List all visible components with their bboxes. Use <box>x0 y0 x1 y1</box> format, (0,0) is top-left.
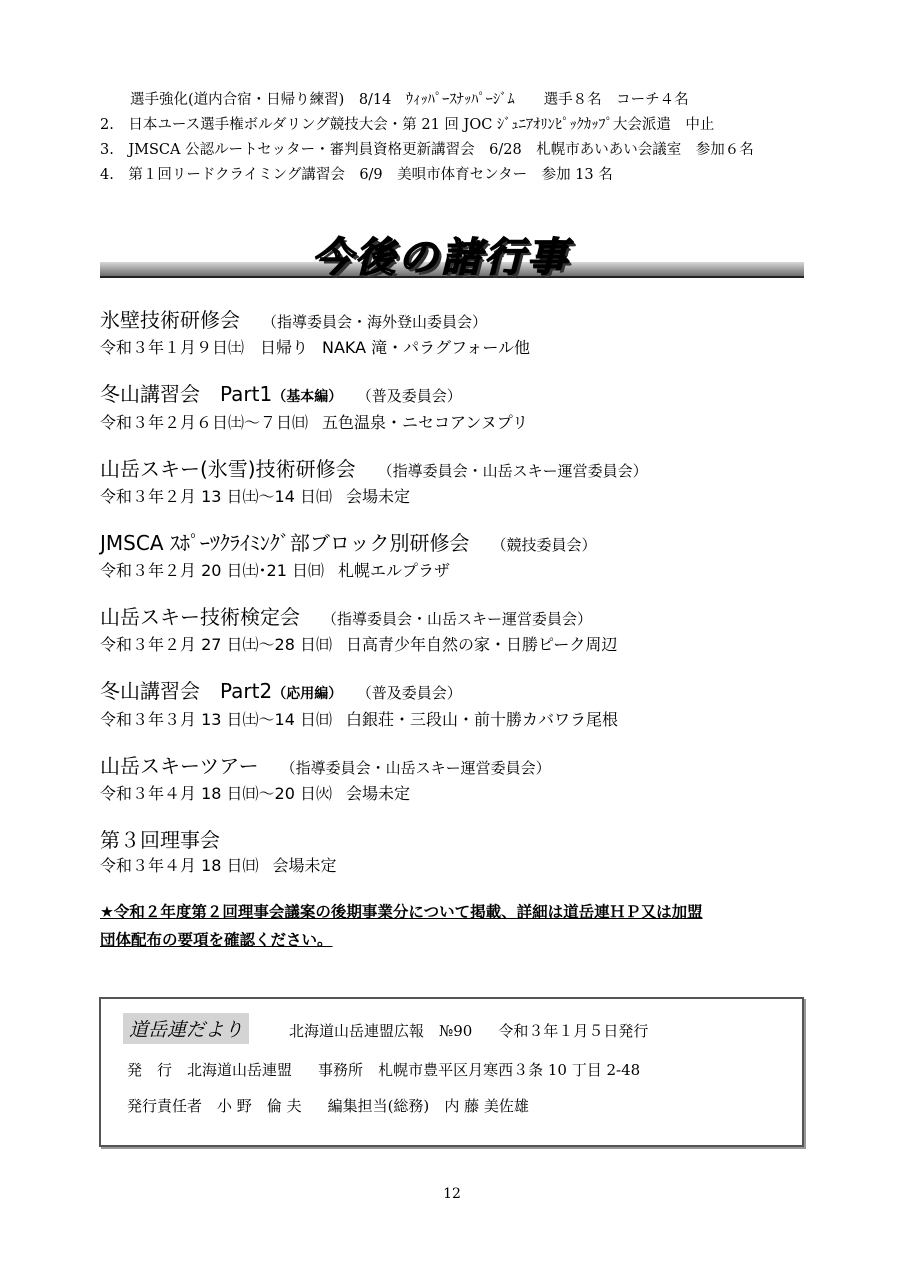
previous-item: 4. 第１回リードクライミング講習会 6/9 美唄市体育センター 参加 13 名 <box>100 167 613 183</box>
event-org: （普及委員会） <box>364 684 462 702</box>
event-item <box>100 380 820 435</box>
event-item <box>100 752 820 806</box>
event-date: 令和３年２月６日㈯～７日㈰ <box>100 413 309 432</box>
issue-date: 令和３年１月５日発行 <box>498 1022 649 1040</box>
event-date: 令和３年３月 13 日㈯～14 日㈰ <box>100 710 332 729</box>
publisher: 北海道山岳連盟 <box>187 1061 293 1079</box>
event-place: NAKA 滝・パラグフォール他 <box>322 338 531 357</box>
colophon-box <box>99 997 804 1147</box>
event-place: 会場未定 <box>272 856 337 875</box>
event-date: 令和３年４月 18 日㈰ <box>100 856 259 875</box>
event-item <box>100 826 820 878</box>
event-org: （指導委員会・山岳スキー運営委員会） <box>377 462 648 480</box>
event-org: （普及委員会） <box>364 387 462 405</box>
event-org: （指導委員会・山岳スキー運営委員会） <box>322 610 593 628</box>
section-heading <box>100 232 804 282</box>
responsible-person: 小 野 倫 夫 <box>217 1097 302 1115</box>
office-label: 事務所 <box>318 1061 364 1079</box>
event-date: 令和３年２月 20 日㈯･21 日㈰ <box>100 561 324 580</box>
event-title: 第３回理事会 <box>100 828 220 852</box>
event-place: 会場未定 <box>345 784 410 803</box>
notice <box>100 898 805 954</box>
responsible-label: 発行責任者 <box>127 1097 203 1115</box>
event-org: （指導委員会・海外登山委員会） <box>262 313 488 331</box>
event-org: （競技委員会） <box>491 536 597 554</box>
publisher-label: 発 行 <box>127 1061 173 1079</box>
event-title: 氷壁技術研修会 <box>100 308 240 332</box>
event-item <box>100 306 820 360</box>
event-org: （指導委員会・山岳スキー運営委員会） <box>280 759 551 777</box>
event-item <box>100 677 820 732</box>
notice-line: 団体配布の要項を確認ください。 <box>100 931 333 949</box>
event-item <box>100 529 820 583</box>
event-date: 令和３年４月 18 日㈰～20 日㈫ <box>100 784 332 803</box>
event-list <box>100 306 820 898</box>
editor-label: 編集担当(総務) <box>327 1097 430 1115</box>
notice-line: ★令和２年度第２回理事会議案の後期事業分について掲載、詳細は道岳連ＨＰ又は加盟 <box>100 903 703 921</box>
newsletter-logo: 道岳連だより <box>123 1013 249 1044</box>
previous-item: 2. 日本ユース選手権ボルダリング競技大会・第 21 回 JOC ｼﾞｭﾆｱｵﾘﾝﾋﾟｯｸｶｯﾌﾟ大会派遣 中止 <box>100 117 715 133</box>
event-place: 五色温泉・ニセコアンヌプリ <box>322 413 529 432</box>
event-title: JMSCA ｽﾎﾟｰﾂｸﾗｲﾐﾝｸﾞ部ブロック別研修会 <box>100 531 470 555</box>
event-place: 札幌エルプラザ <box>337 561 450 580</box>
publication-name: 北海道山岳連盟広報 №90 <box>289 1022 473 1040</box>
event-title: 冬山講習会 Part2 <box>100 679 273 703</box>
event-title: 冬山講習会 Part1 <box>100 382 273 406</box>
previous-item: 3. JMSCA 公認ルートセッター・審判員資格更新講習会 6/28 札幌市あいあい会議室 参加６名 <box>100 142 754 158</box>
event-place: 日高青少年自然の家・日勝ピーク周辺 <box>345 635 618 654</box>
section-heading-text: 今後の諸行事 <box>312 235 570 281</box>
page-number: 12 <box>443 1186 461 1202</box>
event-date: 令和３年２月 27 日㈯～28 日㈰ <box>100 635 332 654</box>
event-date: 令和３年１月９日㈯ 日帰り <box>100 338 309 357</box>
event-title: 山岳スキーツアー <box>100 754 259 778</box>
event-title: 山岳スキー(氷雪)技術研修会 <box>100 457 356 481</box>
office-address: 札幌市豊平区月寒西３条 10 丁目 2-48 <box>378 1061 641 1079</box>
event-place: 会場未定 <box>345 487 410 506</box>
event-item <box>100 603 820 657</box>
event-place: 白銀荘・三段山・前十勝カバワラ尾根 <box>345 710 618 729</box>
previous-activities <box>100 88 820 188</box>
editor: 内 藤 美佐雄 <box>444 1097 529 1115</box>
event-date: 令和３年２月 13 日㈯～14 日㈰ <box>100 487 332 506</box>
previous-item: 選手強化(道内合宿・日帰り練習) 8/14 ｳｨｯﾊﾟｰｽﾅｯﾊﾟｰｼﾞﾑ 選手８名 コーチ４名 <box>130 92 689 108</box>
event-item <box>100 455 820 509</box>
event-title: 山岳スキー技術検定会 <box>100 605 300 629</box>
event-subtitle: （応用編） <box>272 686 343 702</box>
event-subtitle: （基本編） <box>272 389 343 405</box>
